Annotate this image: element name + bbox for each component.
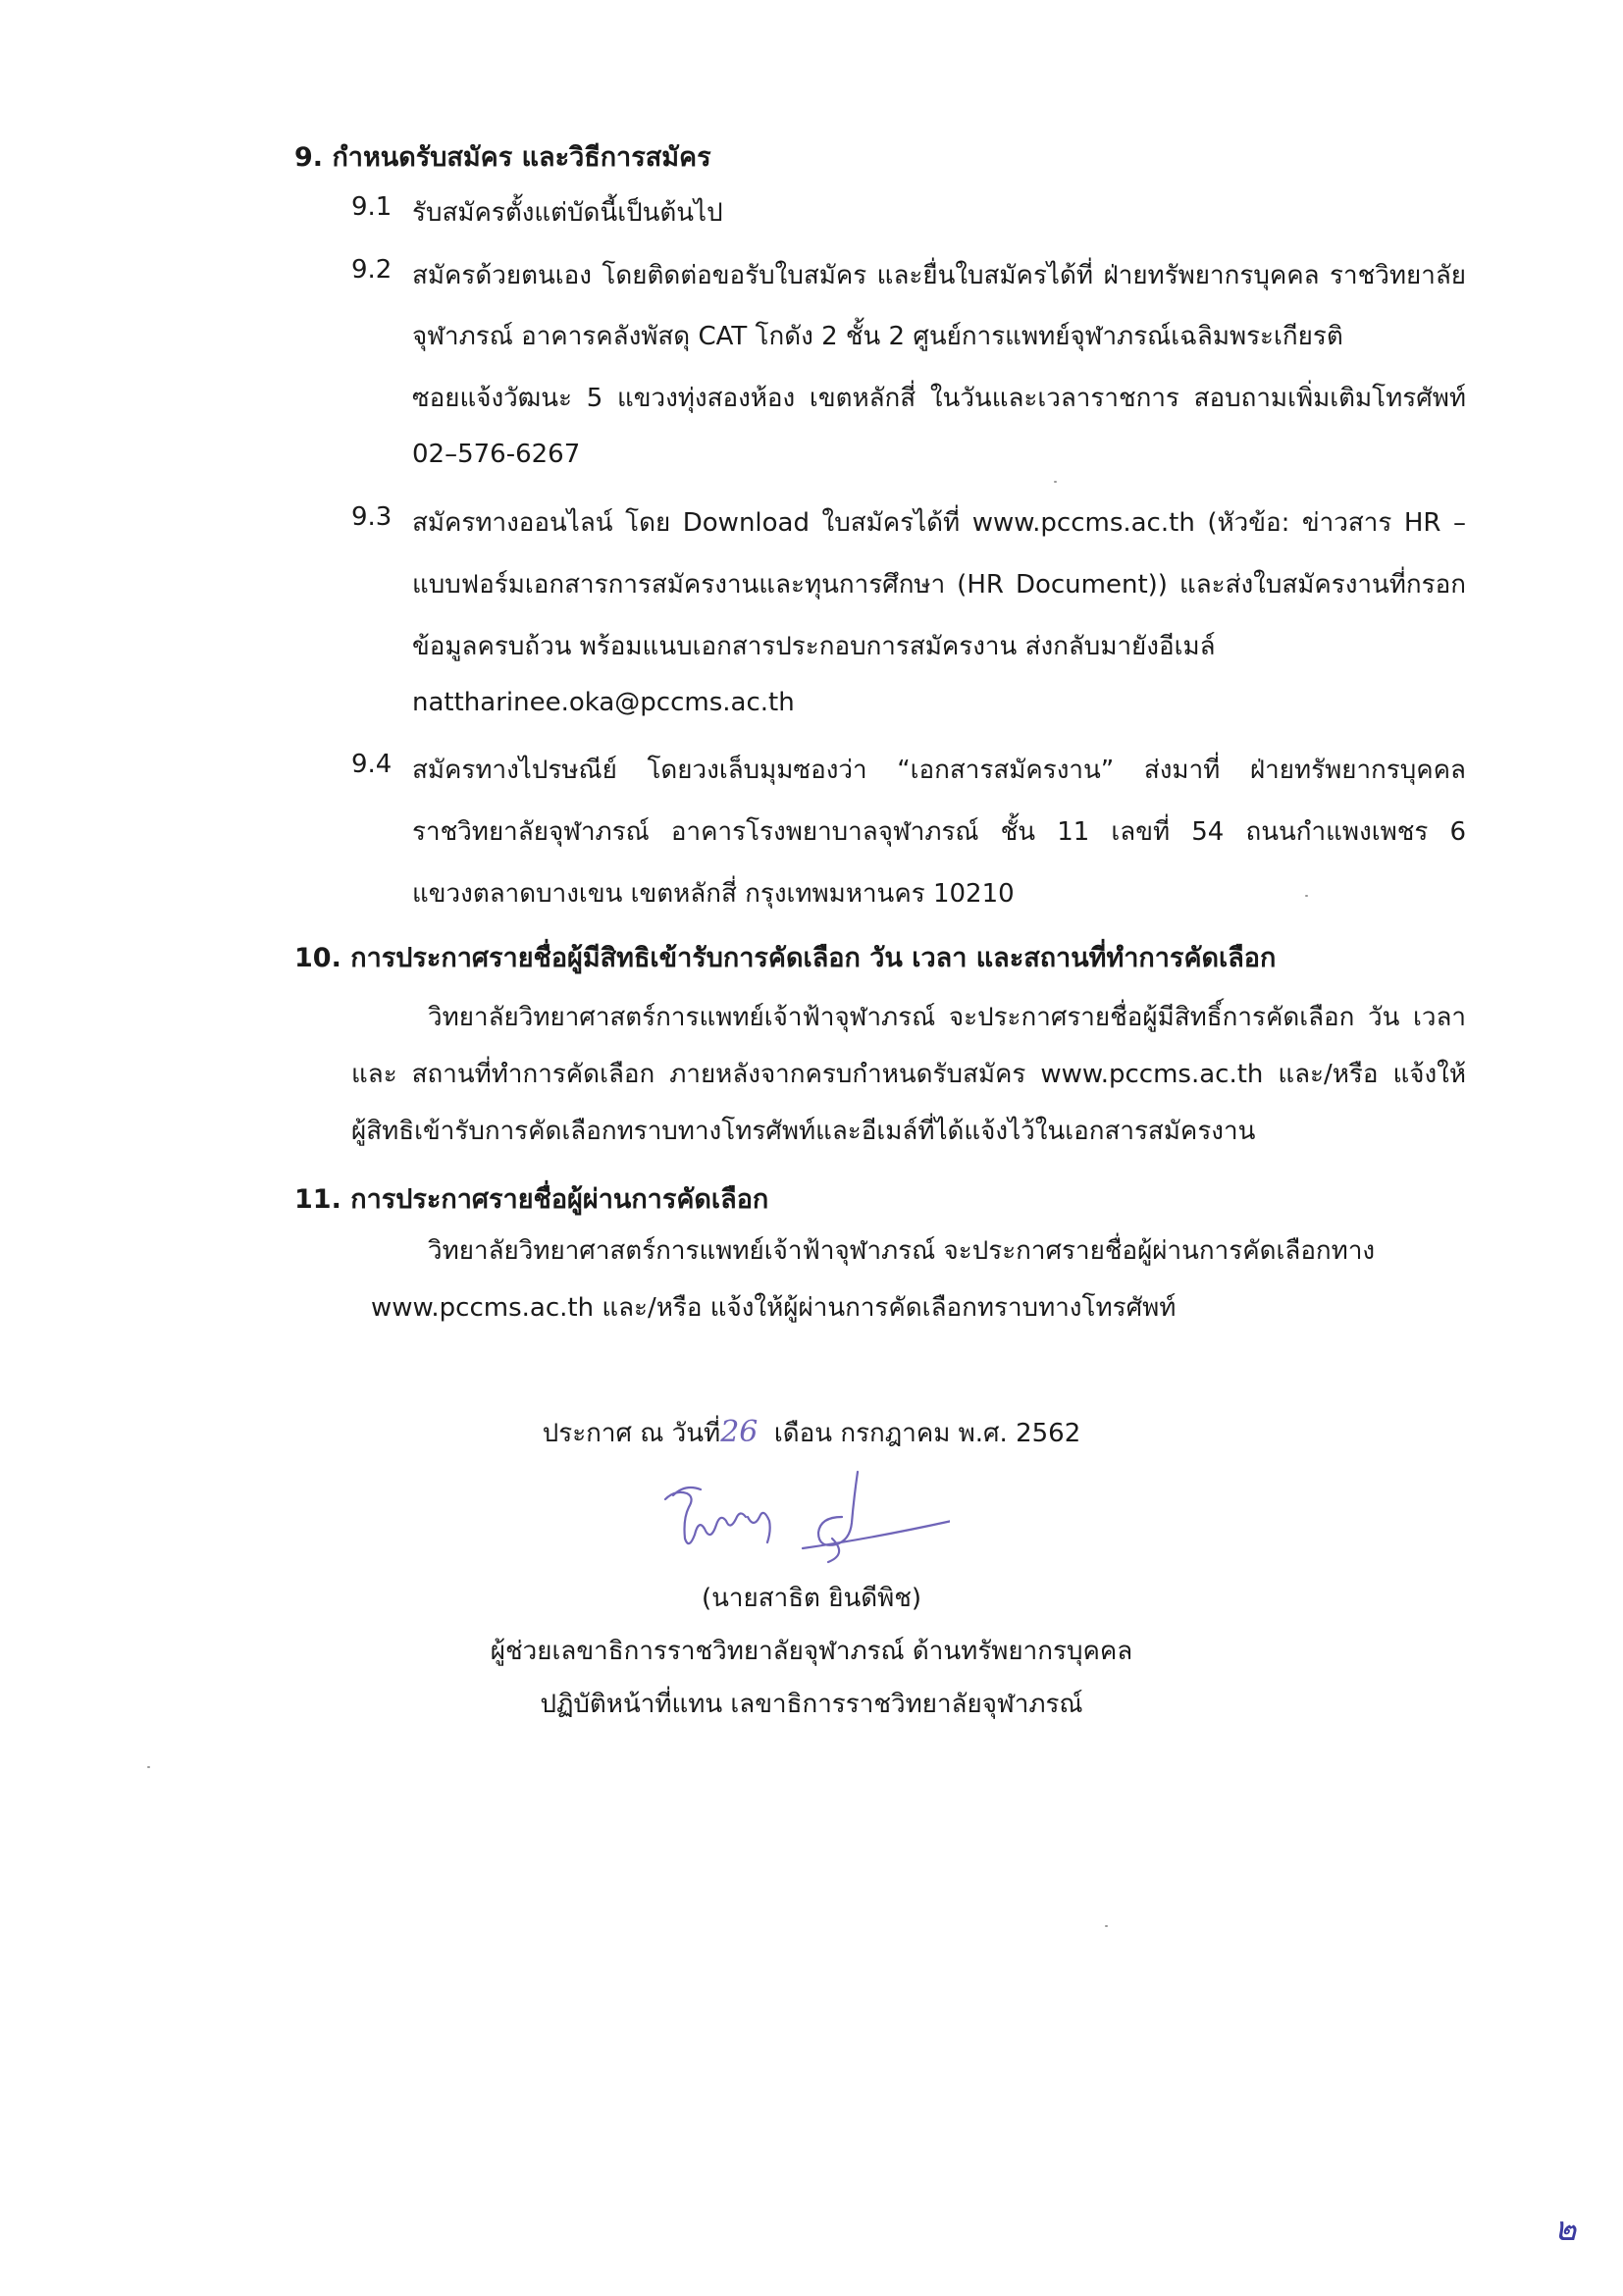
item-9-2-line: จุฬาภรณ์ อาคารคลังพัสดุ CAT โกดัง 2 ชั้น 2 ศูนย์การแพทย์จุฬาภรณ์เฉลิมพระเกียรติ (412, 322, 1343, 351)
scan-speck (1305, 895, 1308, 897)
section-11-heading: 11. การประกาศรายชื่อผู้ผ่านการคัดเลือก (294, 1184, 769, 1215)
item-9-4-line: สมัครทางไปรษณีย์ โดยวงเล็บมุมซองว่า “เอกสารสมัครงาน” ส่งมาที่ ฝ่ายทรัพยากรบุคคล (412, 756, 1466, 785)
section-9-heading: 9. กำหนดรับสมัคร และวิธีการสมัคร (294, 142, 711, 173)
announcement-date (0, 1413, 1623, 1453)
section-10-line: วิทยาลัยวิทยาศาสตร์การแพทย์เจ้าฟ้าจุฬาภรณ์ จะประกาศรายชื่อผู้มีสิทธิ์การคัดเลือก วัน เวลา (428, 1003, 1466, 1032)
item-9-3-line: ข้อมูลครบถ้วน พร้อมแนบเอกสารประกอบการสมัครงาน ส่งกลับมายังอีเมล์ (412, 632, 1216, 661)
item-9-2-line: ซอยแจ้งวัฒนะ 5 แขวงทุ่งสองห้อง เขตหลักสี่ ในวันและเวลาราชการ สอบถามเพิ่มเติมโทรศัพท์ (412, 384, 1466, 413)
scan-speck (1105, 1925, 1108, 1927)
item-9-2-line: สมัครด้วยตนเอง โดยติดต่อขอรับใบสมัคร และยื่นใบสมัครได้ที่ ฝ่ายทรัพยากรบุคคล ราชวิทยาลัย (412, 261, 1466, 290)
item-9-4-line: ราชวิทยาลัยจุฬาภรณ์ อาคารโรงพยาบาลจุฬาภรณ์ ชั้น 11 เลขที่ 54 ถนนกำแพงเพชร 6 (412, 817, 1466, 847)
scan-speck (147, 1766, 150, 1768)
section-10-heading: 10. การประกาศรายชื่อผู้มีสิทธิเข้ารับการคัดเลือก วัน เวลา และสถานที่ทำการคัดเลือก (294, 943, 1277, 973)
item-9-4-line: แขวงตลาดบางเขน เขตหลักสี่ กรุงเทพมหานคร 10210 (412, 879, 1015, 909)
item-9-3-line: สมัครทางออนไลน์ โดย Download ใบสมัครได้ที่ www.pccms.ac.th (หัวข้อ: ข่าวสาร HR – (412, 508, 1466, 538)
handwritten-day: 26 (720, 1415, 759, 1449)
page-number-mark: ๒ (1554, 2210, 1577, 2249)
item-9-3-email: nattharinee.oka@pccms.ac.th (412, 688, 795, 717)
scan-speck (1054, 481, 1057, 483)
signature-image (655, 1460, 950, 1578)
section-11-line: วิทยาลัยวิทยาศาสตร์การแพทย์เจ้าฟ้าจุฬาภรณ์ จะประกาศรายชื่อผู้ผ่านการคัดเลือกทาง (428, 1236, 1376, 1266)
item-9-2-phone: 02–576-6267 (412, 440, 581, 469)
section-11-line: www.pccms.ac.th และ/หรือ แจ้งให้ผู้ผ่านการคัดเลือกทราบทางโทรศัพท์ (371, 1293, 1177, 1323)
signatory-acting-title: ปฏิบัติหน้าที่แทน เลขาธิการราชวิทยาลัยจุฬาภรณ์ (540, 1690, 1083, 1719)
signatory-name: (นายสาธิต ยินดีพิช) (701, 1584, 922, 1613)
section-10-line: ผู้สิทธิเข้ารับการคัดเลือกทราบทางโทรศัพท์และอีเมล์ที่ได้แจ้งไว้ในเอกสารสมัครงาน (351, 1117, 1256, 1146)
item-9-4-number: 9.4 (351, 750, 393, 779)
item-9-1-line: รับสมัครตั้งแต่บัดนี้เป็นต้นไป (412, 198, 723, 228)
section-10-line: และ สถานที่ทำการคัดเลือก ภายหลังจากครบกำหนดรับสมัคร www.pccms.ac.th และ/หรือ แจ้งให้ (351, 1060, 1466, 1089)
item-9-3-number: 9.3 (351, 502, 393, 532)
signatory-title: ผู้ช่วยเลขาธิการราชวิทยาลัยจุฬาภรณ์ ด้านทรัพยากรบุคคล (490, 1637, 1133, 1666)
announcement-suffix: เดือน กรกฎาคม พ.ศ. 2562 (773, 1419, 1081, 1448)
item-9-3-line: แบบฟอร์มเอกสารการสมัครงานและทุนการศึกษา (HR Document)) และส่งใบสมัครงานที่กรอก (412, 570, 1466, 600)
item-9-2-number: 9.2 (351, 255, 393, 285)
item-9-1-number: 9.1 (351, 192, 393, 222)
announcement-prefix: ประกาศ ณ วันที่ (542, 1419, 721, 1448)
